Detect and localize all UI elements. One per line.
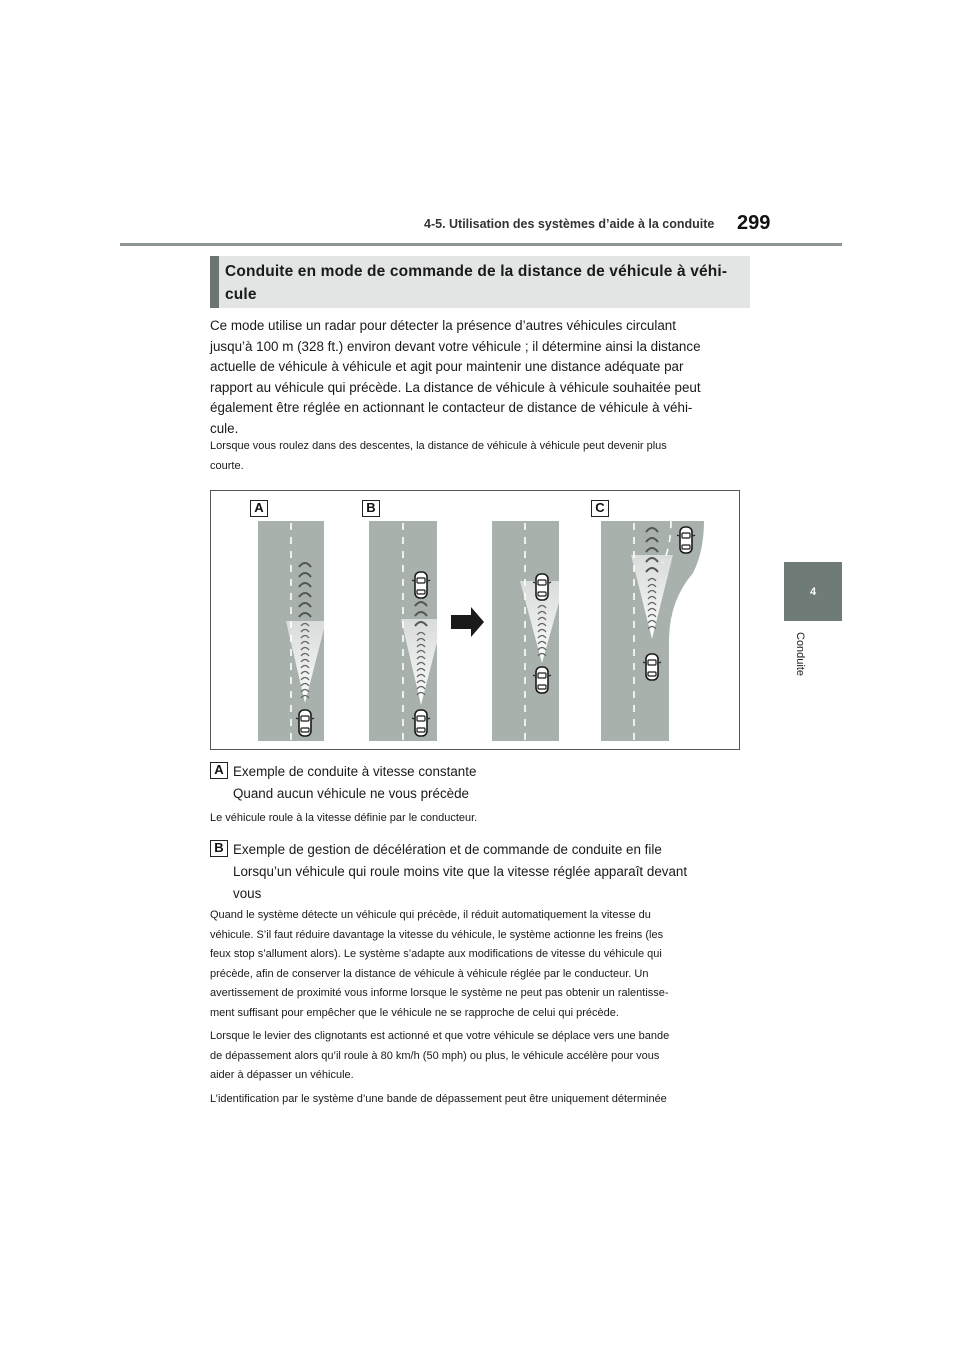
note-line: véhicule. S’il faut réduire davantage la vitesse du véhicule, le système actionne les freins (les	[210, 928, 664, 941]
item-a-marker: A	[210, 762, 228, 779]
item-b-note	[210, 906, 750, 1023]
note-line: courte.	[210, 459, 244, 472]
figure-label-b: B	[362, 500, 380, 517]
note-line: L’identification par le système d’une bande de dépassement peut être uniquement déterminée	[210, 1093, 667, 1105]
note-line: Lorsque le levier des clignotants est actionné et que votre véhicule se déplace vers une bande	[210, 1030, 670, 1042]
note-line: avertissement de proximité vous informe lorsque le système ne peut pas obtenir un ralentisse-	[210, 987, 669, 999]
transition-arrow-icon	[451, 607, 484, 637]
section-title-line1: Conduite en mode de commande de la distance de véhicule à véhi-	[225, 263, 728, 280]
note-line: aider à dépasser un véhicule.	[210, 1069, 354, 1081]
intro-line: rapport au véhicule qui précède. La distance de véhicule à véhicule souhaitée peut	[210, 379, 701, 395]
chapter-label: Conduite	[794, 632, 806, 677]
figure-label-c: C	[591, 500, 609, 517]
passing-lane-note	[210, 1027, 750, 1086]
intro-line: jusqu’à 100 m (328 ft.) environ devant votre véhicule ; il détermine ainsi la distance	[210, 338, 701, 354]
section-heading: 4-5. Utilisation des systèmes d’aide à la conduite	[424, 217, 715, 231]
item-a-title: Exemple de conduite à vitesse constante	[233, 764, 477, 779]
merging-vehicle-c	[677, 527, 695, 553]
scene-b	[369, 521, 443, 741]
preceding-vehicle-b	[412, 572, 430, 598]
intro-line: Ce mode utilise un radar pour détecter la présence d’autres véhicules circulant	[210, 318, 676, 333]
item-b-marker: B	[210, 840, 228, 857]
intro-line: cule.	[210, 420, 239, 436]
preceding-vehicle-b2	[533, 574, 551, 600]
intro-line: actuelle de véhicule à véhicule et agit pour maintenir une distance adéquate par	[210, 359, 684, 374]
own-vehicle-a	[296, 710, 314, 736]
note-line: ment suffisant pour empêcher que le véhicule ne se rapproche de celui qui précède.	[210, 1006, 619, 1019]
item-b-condition: Lorsqu’un véhicule qui roule moins vite que la vitesse réglée apparaît devant	[233, 864, 688, 879]
own-vehicle-b2	[533, 667, 551, 693]
intro-paragraph	[210, 316, 750, 439]
section-title-line2: cule	[225, 286, 257, 303]
page-number: 299	[737, 212, 771, 234]
scene-b-following	[492, 521, 565, 741]
chapter-tab	[784, 562, 842, 621]
header-rule	[120, 243, 842, 246]
section-title	[210, 256, 750, 308]
item-b-condition-cont: vous	[233, 886, 262, 901]
note-line: précède, afin de conserver la distance de véhicule à véhicule réglée par le conducteur. Un	[210, 967, 649, 980]
road-scenes	[211, 491, 741, 751]
own-vehicle-c	[643, 654, 661, 680]
note-line: Quand le système détecte un véhicule qui précède, il réduit automatiquement la vitesse du	[210, 909, 651, 921]
intro-line: également être réglée en actionnant le contacteur de distance de véhicule à véhi-	[210, 400, 693, 415]
lane-identification-note	[210, 1090, 750, 1110]
own-vehicle-b	[412, 710, 430, 736]
note-descents	[210, 437, 750, 476]
note-line: feux stop s’allument alors). Le système s’adapte aux modifications de vitesse du véhicule qui	[210, 948, 662, 960]
scene-c	[601, 521, 704, 741]
scene-a	[258, 521, 326, 741]
item-b-title: Exemple de gestion de décélération et de commande de conduite en file	[233, 842, 662, 857]
item-a-note: Le véhicule roule à la vitesse définie par le conducteur.	[210, 812, 478, 824]
note-line: Lorsque vous roulez dans des descentes, la distance de véhicule à véhicule peut devenir plus	[210, 440, 667, 452]
chapter-number: 4	[809, 585, 817, 598]
figure-label-a: A	[250, 500, 268, 517]
note-line: de dépassement alors qu’il roule à 80 km/h (50 mph) ou plus, le véhicule accélère pour vous	[210, 1049, 660, 1062]
driving-illustration	[210, 490, 740, 750]
item-a-condition: Quand aucun véhicule ne vous précède	[233, 786, 469, 801]
